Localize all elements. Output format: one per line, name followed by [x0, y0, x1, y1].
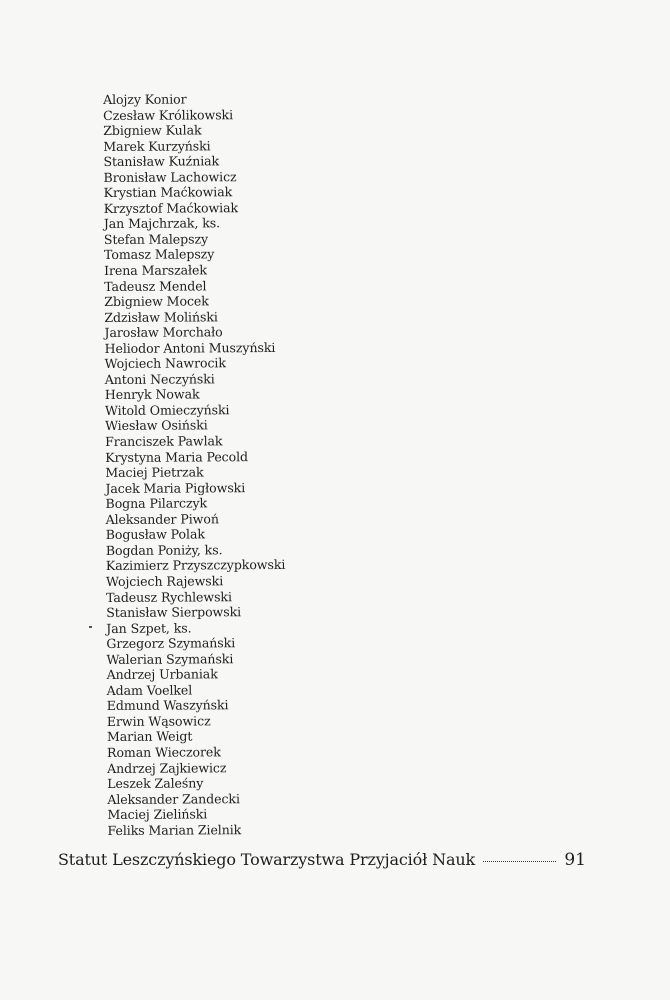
member-name: Czesław Królikowski [103, 106, 234, 123]
member-name: Marek Kurzyński [103, 137, 211, 154]
member-name: Leszek Zaleśny [107, 775, 204, 792]
toc-page-number: 91 [564, 850, 586, 870]
member-name: Zdzisław Moliński [104, 308, 218, 325]
toc-leader-dots [483, 861, 556, 862]
member-name: Feliks Marian Zielnik [107, 821, 242, 838]
member-name: Witold Omieczyński [104, 402, 230, 418]
member-name: Bogna Pilarczyk [105, 495, 208, 512]
member-name: Alojzy Konior [103, 91, 187, 107]
member-name: Wojciech Rajewski [105, 573, 224, 589]
member-name: Jarosław Morchało [104, 324, 223, 341]
member-name: Aleksander Piwoń [105, 511, 219, 527]
member-name: Bogdan Poniży, ks. [105, 542, 223, 558]
member-name: Heliodor Antoni Muszyński [104, 339, 276, 356]
member-name: Tadeusz Mendel [104, 277, 207, 294]
member-name: Antoni Neczyński [104, 371, 215, 387]
member-name: Roman Wieczorek [106, 744, 221, 760]
member-name: Jacek Maria Pigłowski [105, 479, 246, 496]
member-name: Andrzej Zajkiewicz [107, 759, 227, 776]
member-name: Krystyna Maria Pecold [105, 448, 249, 465]
member-name: Krzysztof Maćkowiak [103, 200, 239, 216]
member-name: Adam Voelkel [106, 682, 193, 698]
member-name: Tadeusz Rychlewski [106, 588, 232, 605]
member-name: Bronisław Lachowicz [103, 168, 237, 185]
member-name: Bogusław Polak [105, 526, 205, 543]
member-name: Erwin Wąsowicz [106, 713, 211, 729]
toc-entry [58, 850, 586, 870]
member-name: Kazimierz Przyszczypkowski [105, 557, 286, 574]
member-name: Maciej Zieliński [107, 806, 208, 823]
member-name: Krystian Maćkowiak [103, 184, 233, 201]
member-name: Tomasz Malepszy [103, 246, 215, 263]
member-name: Jan Szpet, ks. [106, 620, 192, 636]
member-name: Zbigniew Mocek [104, 293, 209, 310]
member-name: Stanisław Kuźniak [103, 153, 220, 170]
member-name: Maciej Pietrzak [105, 464, 204, 481]
member-name: Grzegorz Szymański [106, 635, 236, 652]
margin-mark [89, 626, 92, 628]
member-name: Edmund Waszyński [106, 697, 229, 714]
member-name: Jan Majchrzak, ks. [103, 215, 221, 232]
member-name: Zbigniew Kulak [103, 122, 202, 139]
member-name: Walerian Szymański [106, 650, 234, 667]
member-name: Franciszek Pawlak [105, 433, 223, 450]
member-name: Stanisław Sierpowski [106, 604, 242, 621]
member-name: Wojciech Nawrocik [104, 355, 226, 372]
member-name: Marian Weigt [106, 728, 193, 745]
member-name: Irena Marszałek [104, 262, 207, 279]
toc-entry-title: Statut Leszczyńskiego Towarzystwa Przyjaciół Nauk [58, 850, 476, 869]
member-name: Wiesław Osiński [104, 417, 208, 434]
member-list [103, 91, 287, 838]
member-name: Andrzej Urbaniak [106, 666, 218, 683]
member-name: Henryk Nowak [104, 386, 200, 403]
member-name: Aleksander Zandecki [107, 790, 240, 807]
member-name: Stefan Malepszy [103, 231, 209, 247]
